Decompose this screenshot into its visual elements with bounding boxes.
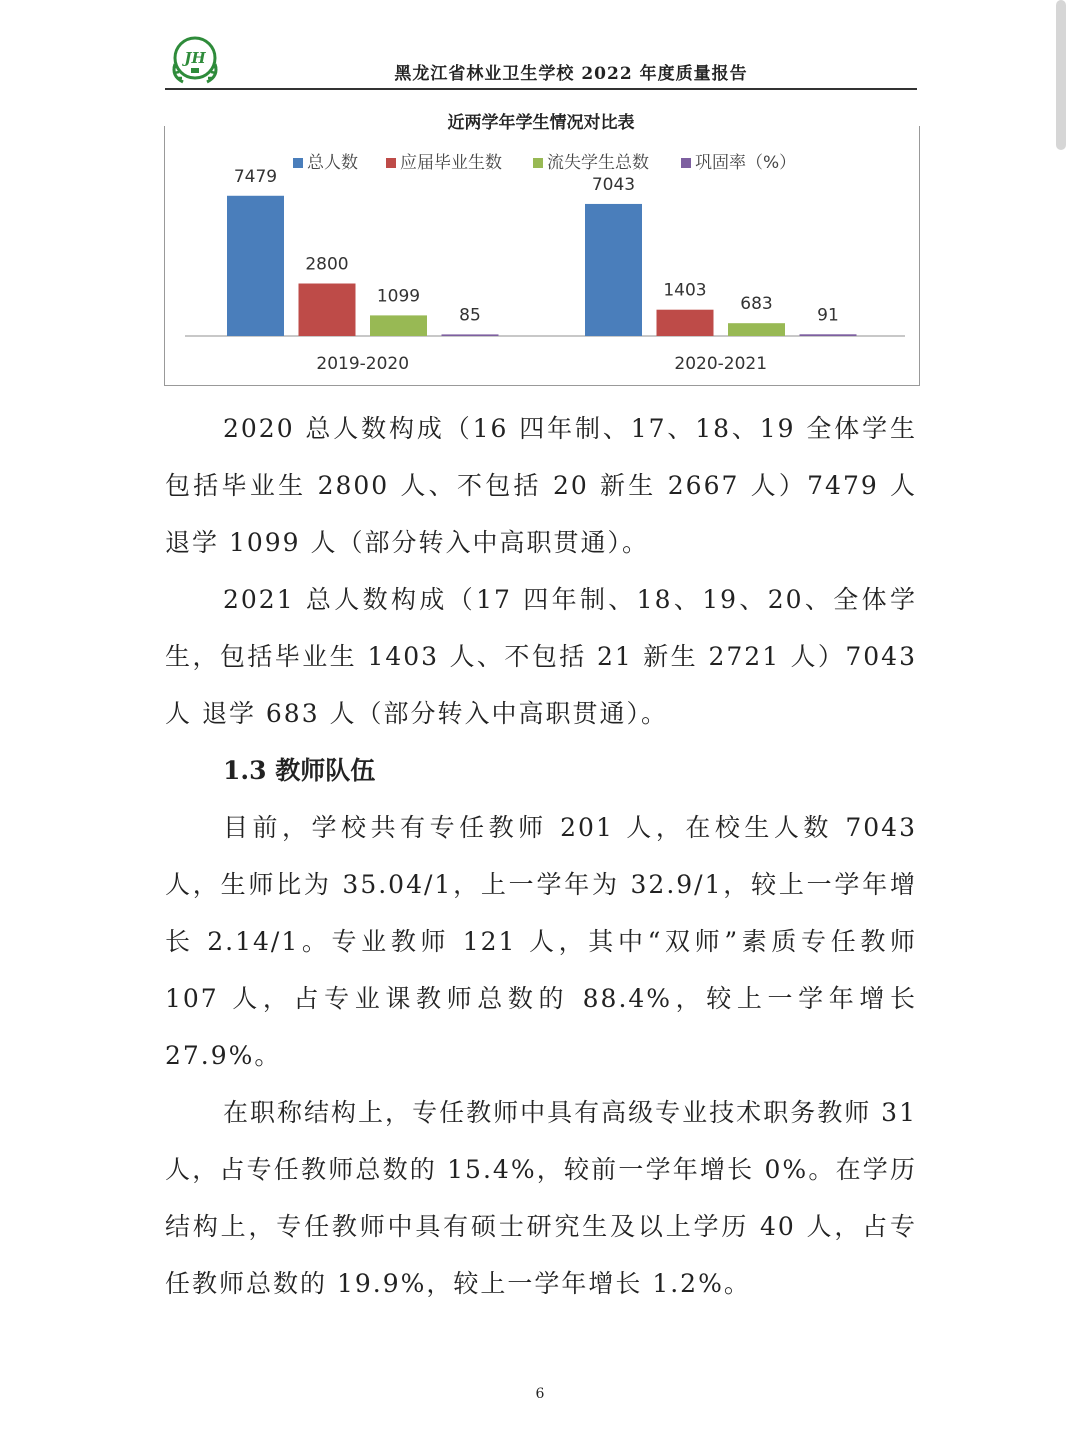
bar-2019-2020-1 [299, 284, 356, 337]
section-heading-teachers: 1.3 教师队伍 [223, 756, 376, 785]
legend-swatch-0 [293, 158, 303, 168]
bar-2019-2020-3 [442, 334, 499, 336]
paragraph-2020-enrollment: 2020 总人数构成（16 四年制、17、18、19 全体学生包括毕业生 2800 人、不包括 20 新生 2667 人）7479 人 退学 1099 人（部分转入中高职贯通）。 [165, 414, 945, 557]
legend-swatch-1 [386, 158, 396, 168]
paragraph-2021-enrollment: 2021 总人数构成（17 四年制、18、19、20、全体学生，包括毕业生 1403 人、不包括 21 新生 2721 人）7043 人 退学 683 人（部分转入中高职贯通）。 [165, 585, 917, 728]
data-label-2020-2021-3: 91 [817, 305, 839, 326]
data-label-2020-2021-2: 683 [740, 294, 773, 315]
category-label-1: 2020-2021 [674, 354, 768, 374]
body-text [165, 400, 945, 1312]
chart-title: 近两学年学生情况对比表 [447, 113, 635, 133]
bar-2019-2020-0 [227, 196, 284, 336]
data-label-2019-2020-0: 7479 [233, 166, 278, 187]
category-label-0: 2019-2020 [316, 354, 410, 374]
bar-2020-2021-1 [657, 310, 714, 336]
data-label-2019-2020-3: 85 [459, 305, 481, 326]
svg-text:JH: JH [184, 49, 206, 67]
header-title: 黑龙江省林业卫生学校 2022 年度质量报告 [394, 64, 748, 84]
legend-label-2: 流失学生总数 [547, 153, 649, 173]
page-header [165, 32, 917, 90]
bar-2020-2021-3 [800, 334, 857, 336]
legend-label-3: 巩固率（%） [695, 153, 797, 173]
data-label-2020-2021-0: 7043 [591, 174, 636, 195]
bar-2020-2021-2 [728, 323, 785, 336]
chart-container [164, 126, 920, 386]
legend-swatch-3 [681, 158, 691, 168]
page-number: 6 [535, 1386, 545, 1402]
legend-label-0: 总人数 [307, 153, 358, 173]
data-label-2020-2021-1: 1403 [663, 280, 707, 301]
bar-2020-2021-0 [585, 204, 642, 336]
school-emblem-icon [167, 34, 223, 86]
data-label-2019-2020-2: 1099 [376, 286, 421, 307]
bar-chart [165, 126, 921, 386]
paragraph-teacher-count: 目前，学校共有专任教师 201 人，在校生人数 7043 人，生师比为 35.04/1，上一学年为 32.9/1，较上一学年增长 2.14/1。专业教师 121 人，其中“双师”素质专任教师 107 人，占专业课教师总数的 88.4%，较上一学年增长 27.9%。 [165, 813, 917, 1070]
paragraph-teacher-structure: 在职称结构上，专任教师中具有高级专业技术职务教师 31 人，占专任教师总数的 15.4%，较前一学年增长 0%。在学历结构上，专任教师中具有硕士研究生及以上学历 40 人，占专任教师总数的 19.9%，较上一学年增长 1.2%。 [165, 1098, 917, 1298]
scrollbar[interactable] [1056, 0, 1066, 150]
data-label-2019-2020-1: 2800 [305, 254, 349, 275]
legend-swatch-2 [533, 158, 543, 168]
legend-label-1: 应届毕业生数 [400, 153, 502, 173]
bar-2019-2020-2 [370, 315, 427, 336]
